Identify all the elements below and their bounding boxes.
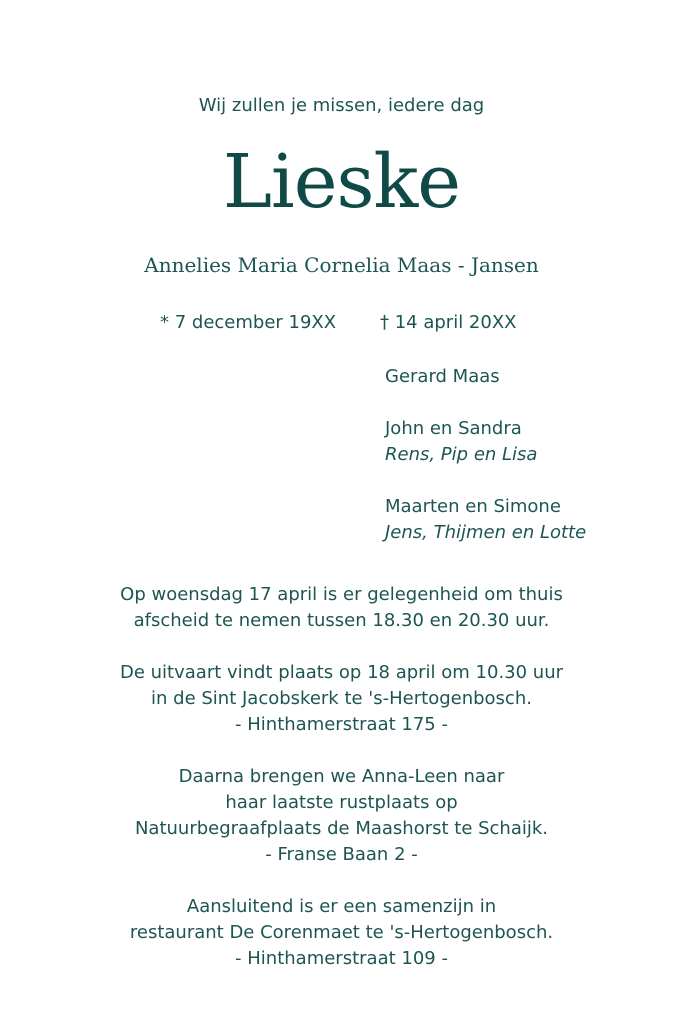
ceremony-details [0, 582, 683, 972]
family-children: Rens, Pip en Lisa [385, 444, 538, 465]
family-names: Maarten en Simone [385, 496, 561, 517]
detail-line: restaurant De Corenmaet te 's-Hertogenbosch. [129, 922, 554, 943]
family-names: John en Sandra [385, 418, 522, 439]
family-children: Jens, Thijmen en Lotte [385, 522, 587, 543]
detail-line: Aansluitend is er een samenzijn in [186, 896, 497, 917]
detail-line: afscheid te nemen tussen 18.30 en 20.30 uur. [133, 610, 550, 631]
birth-date: * 7 december 19XX [160, 312, 337, 333]
motto-text: Wij zullen je missen, iedere dag [198, 95, 485, 116]
funeral-paragraph [0, 660, 683, 738]
detail-line: Natuurbegraafplaats de Maashorst te Schaijk. [134, 818, 549, 839]
detail-line: - Hinthamerstraat 109 - [235, 948, 448, 969]
family-names: Gerard Maas [385, 366, 500, 387]
detail-line: - Franse Baan 2 - [265, 844, 418, 865]
family-group [385, 416, 675, 468]
full-name: Annelies Maria Cornelia Maas - Jansen [144, 253, 539, 277]
death-date: † 14 april 20XX [380, 312, 517, 333]
detail-line: Daarna brengen we Anna-Leen naar [178, 766, 505, 787]
detail-line: Op woensdag 17 april is er gelegenheid om thuis [120, 584, 563, 605]
detail-line: - Hinthamerstraat 175 - [235, 714, 448, 735]
family-list [385, 364, 675, 546]
visitation-paragraph [0, 582, 683, 634]
deceased-name: Lieske [222, 139, 461, 225]
burial-paragraph [0, 764, 683, 868]
detail-line: De uitvaart vindt plaats op 18 april om 10.30 uur [119, 662, 564, 683]
family-group [385, 364, 675, 390]
detail-line: haar laatste rustplaats op [225, 792, 458, 813]
gathering-paragraph [0, 894, 683, 972]
detail-line: in de Sint Jacobskerk te 's-Hertogenbosch. [151, 688, 532, 709]
family-group [385, 494, 675, 546]
